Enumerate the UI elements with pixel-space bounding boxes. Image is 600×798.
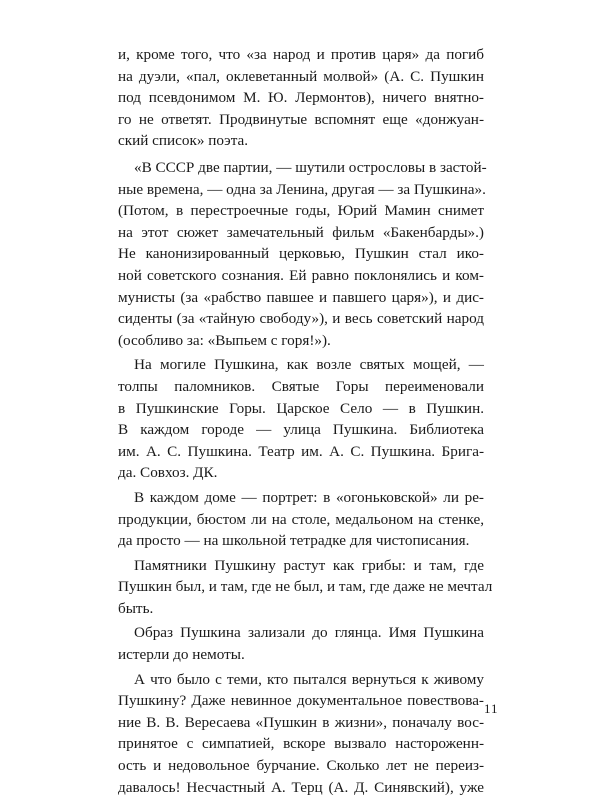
text-line: истерли до немоты. (118, 646, 245, 664)
text-line: ной советского сознания. Ей равно поклонялись и ком- (118, 266, 484, 284)
text-line: Образ Пушкина зализали до глянца. Имя Пушкина (134, 624, 484, 642)
top-paragraph (118, 44, 484, 152)
text-line: На могиле Пушкина, как возле святых мощей, — (134, 356, 484, 374)
text-line: под псевдонимом М. Ю. Лермонтов), ничего внятно- (118, 89, 484, 107)
text-line: и, кроме того, что «за народ и против царя» да погиб (118, 46, 484, 63)
text-line: на дуэли, «пал, оклеветанный молвой» (А. С. Пушкин (118, 67, 484, 85)
text-line: давалось! Несчастный А. Терц (А. Д. Синявский), уже (118, 778, 484, 796)
paragraph (118, 622, 484, 665)
text-line: Пушкин был, и там, где не был, и там, где даже не мечтал (118, 578, 493, 596)
text-line: да. Совхоз. ДК. (118, 464, 218, 482)
text-line: Пушкину? Даже невинное документальное повествова- (118, 692, 484, 710)
text-line: да просто — на школьной тетрадке для чистописания. (118, 532, 470, 550)
text-line: (Потом, в перестроечные годы, Юрий Мамин снимет (118, 202, 484, 220)
text-line: го не ответят. Продвинутые вспомнят еще «донжуан- (118, 110, 484, 128)
paragraph (118, 354, 484, 484)
text-line: принятое с симпатией, вскоре вызвало настороженн- (118, 735, 484, 753)
text-line: В каждом доме — портрет: в «огоньковской» ли ре- (134, 488, 484, 506)
paragraph (118, 669, 484, 798)
text-line: быть. (118, 599, 154, 617)
page-number: 11 (484, 701, 499, 716)
text-line: на этот сюжет замечательный фильм «Бакенбарды».) (118, 223, 484, 241)
text-line: А что было с теми, кто пытался вернуться к живому (134, 670, 484, 688)
paragraph (118, 157, 487, 351)
text-line: мунисты (за «рабство павшее и павшего царя»), и дис- (118, 288, 484, 306)
text-line: им. А. С. Пушкина. Театр им. А. С. Пушкина. Брига- (118, 442, 484, 460)
text-line: «В СССР две партии, — шутили острословы в застой- (134, 159, 487, 176)
text-line: Памятники Пушкину растут как грибы: и там, где (134, 556, 484, 574)
text-line: толпы паломников. Святые Горы переименовали (118, 377, 484, 395)
text-line: ние В. В. Вересаева «Пушкин в жизни», поначалу вос- (118, 713, 484, 731)
text-line: Не канонизированный церковью, Пушкин стал ико- (118, 245, 484, 263)
text-line: В каждом городе — улица Пушкина. Библиотека (118, 421, 484, 439)
text-line: ные времена, — одна за Ленина, другая — за Пушкина». (118, 180, 486, 198)
paragraph (118, 487, 484, 552)
text-line: (особливо за: «Выпьем с горя!»). (118, 331, 331, 349)
text-line: продукции, бюстом ли на столе, медальоном на стенке, (118, 510, 484, 528)
text-line: ость и недовольное бурчание. Сколько лет не переиз- (118, 757, 484, 775)
text-line: сиденты (за «тайную свободу»), и весь советский народ (118, 310, 484, 328)
text-line: ский список» поэта. (118, 132, 249, 150)
paragraph (118, 555, 493, 620)
text-line: в Пушкинские Горы. Царское Село — в Пушкин. (118, 399, 484, 417)
